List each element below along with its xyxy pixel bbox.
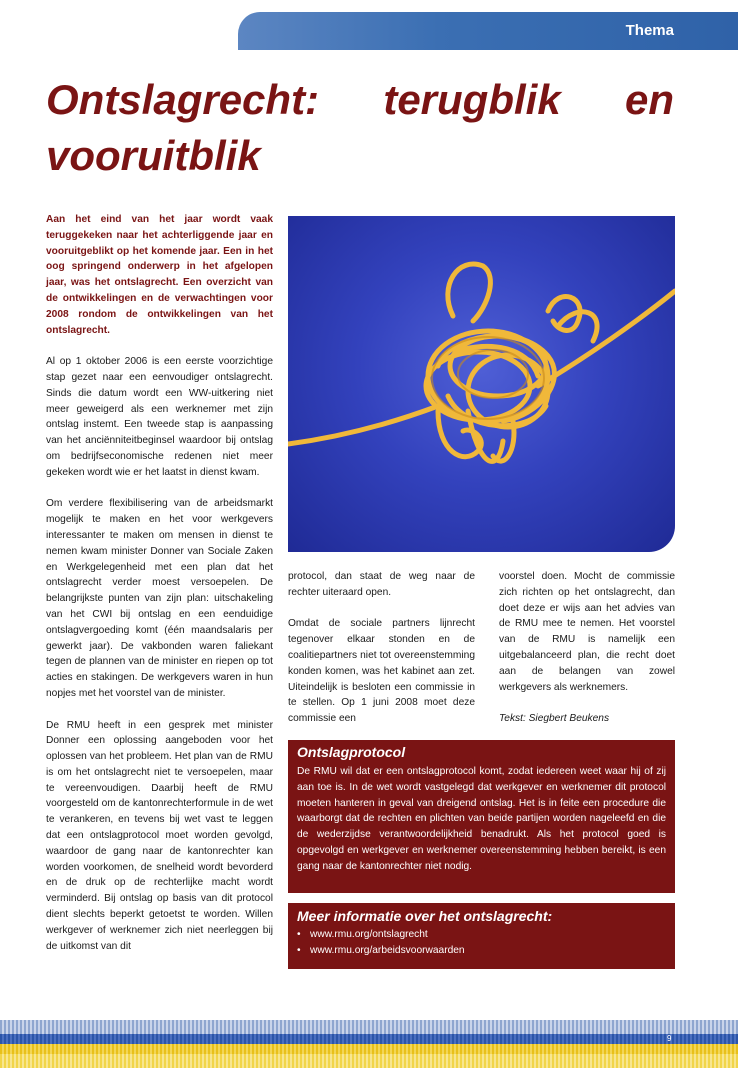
box-body: De RMU wil dat er een ontslagprotocol komt, zodat iedereen weet waar hij of zij aan toe is. In de wet wordt vastgelegd dat werkgever en werknemer dit protocol moeten hanteren in geval van dreigend ontslag. Het is in feite een procedure die waarborgt dat de rechten en plichten van beide partijen worden nageleefd en die de wederzijdse verantwoordelijkheid benadrukt. Als het protocol goed is opgevolgd en werkgever en werknemer overeenstemming hebben bereikt, is een gang naar de kantonrechter niet nodig. (297, 766, 666, 872)
rope-knot-photo (288, 216, 675, 552)
lead-paragraph: Aan het eind van het jaar wordt vaak teruggekeken naar het achterliggende jaar en vooruitgeblikt op het komende jaar. Een in het oog springend onderwerp in het afgelopen jaar, was het ontslagrecht. Een overzicht van de ontwikkelingen en de verwachtingen voor 2008 rondom de ontwikkelingen van het ontslagrecht. (46, 214, 273, 336)
ontslagprotocol-box (288, 740, 675, 893)
info-link[interactable]: • www.rmu.org/arbeidsvoorwaarden (297, 943, 465, 959)
section-header-bar (238, 12, 738, 50)
box-title: Ontslagprotocol (297, 744, 406, 760)
info-link-list (297, 927, 465, 959)
footer-stripe-blue (0, 1034, 738, 1044)
footer-stripe-top (0, 1020, 738, 1034)
column-1 (46, 212, 273, 970)
column-3 (499, 569, 675, 743)
info-box (288, 903, 675, 969)
article-title (46, 72, 674, 184)
paragraph: Om verdere flexibilisering van de arbeidsmarkt mogelijk te maken en het voor werkgevers interessanter te maken om mensen in dienst te nemen kwam minister Donner van Sociale Zaken en Werkgelegenheid met een plan dat het ontslagrecht verder moest versoepelen. De belangrijkste punten van zijn plan: uitschakeling van het CWI bij ontslag en een eenduidige ontslagvergoeding komt (één maandsalaris per gewerkt jaar). De vakbonden waren faliekant tegen de plannen van de minister en riepen op tot acties en stakingen. De werkgevers waren in hun nopjes met het voorstel van de minister. (46, 498, 273, 699)
paragraph: De RMU heeft in een gesprek met minister Donner een oplossing aangeboden voor het oplossen van het probleem. Het plan van de RMU is om het ontslagrecht niet te versoepelen, maar te vereenvoudigen. Daarbij heeft de RMU voorgesteld om de kantonrechterformule in de wet te verankeren, en tevens bij wet vast te leggen dat een ontslagprotocol moet worden gevolgd, waardoor de gang naar de kantonrechter kan worden voorkomen, de snelheid wordt bevorderd en de druk op de rechterlijke macht wordt verminderd. Bij ontslag op basis van dit protocol dient slechts beperkt getoetst te worden. Willen werkgever of werknemer zich niet neerleggen bij de uitkomst van dit (46, 719, 273, 952)
info-box-title: Meer informatie over het ontslagrecht: (297, 908, 553, 924)
rope-knot-illustration (288, 216, 675, 552)
byline: Tekst: Siegbert Beukens (499, 713, 610, 725)
column-2 (288, 569, 475, 743)
info-link[interactable]: • www.rmu.org/ontslagrecht (297, 927, 465, 943)
section-label: Thema (625, 22, 674, 39)
title-line-2: vooruitblik (46, 132, 261, 179)
paragraph: voorstel doen. Mocht de commissie zich richten op het ontslagrecht, dan doet deze er wijs aan het advies van de RMU mee te nemen. Het voorstel van de RMU is namelijk een uitgebalanceerd plan, die recht doet aan de belangen van zowel werkgevers als werknemers. (499, 571, 675, 693)
paragraph: Al op 1 oktober 2006 is een eerste voorzichtige stap gezet naar een eenvoudiger ontslagrecht. Sinds die datum wordt een WW-uitkering niet meer geweigerd als een werknemer met zijn ontslag instemt. Een tweede stap is aanpassing van het anciënniteitbeginsel waardoor bij ontslag om bedrijfseconomische redenen niet meer gekeken wordt wie er het laatst in dienst kwam. (46, 356, 273, 478)
footer-stripe-bottom (0, 1054, 738, 1068)
paragraph: protocol, dan staat de weg naar de rechter uiteraard open. (288, 571, 475, 598)
footer-stripe-yellow (0, 1044, 738, 1054)
paragraph: Omdat de sociale partners lijnrecht tegenover elkaar stonden en de coalitiepartners niet tot overeenstemming konden komen, was het kabinet aan zet. Uiteindelijk is besloten een commissie in te stellen. Op 1 juni 2008 moet deze commissie een (288, 618, 475, 725)
page-number: 9 (667, 1034, 672, 1043)
title-line-1: Ontslagrecht: terugblik en (46, 76, 674, 123)
